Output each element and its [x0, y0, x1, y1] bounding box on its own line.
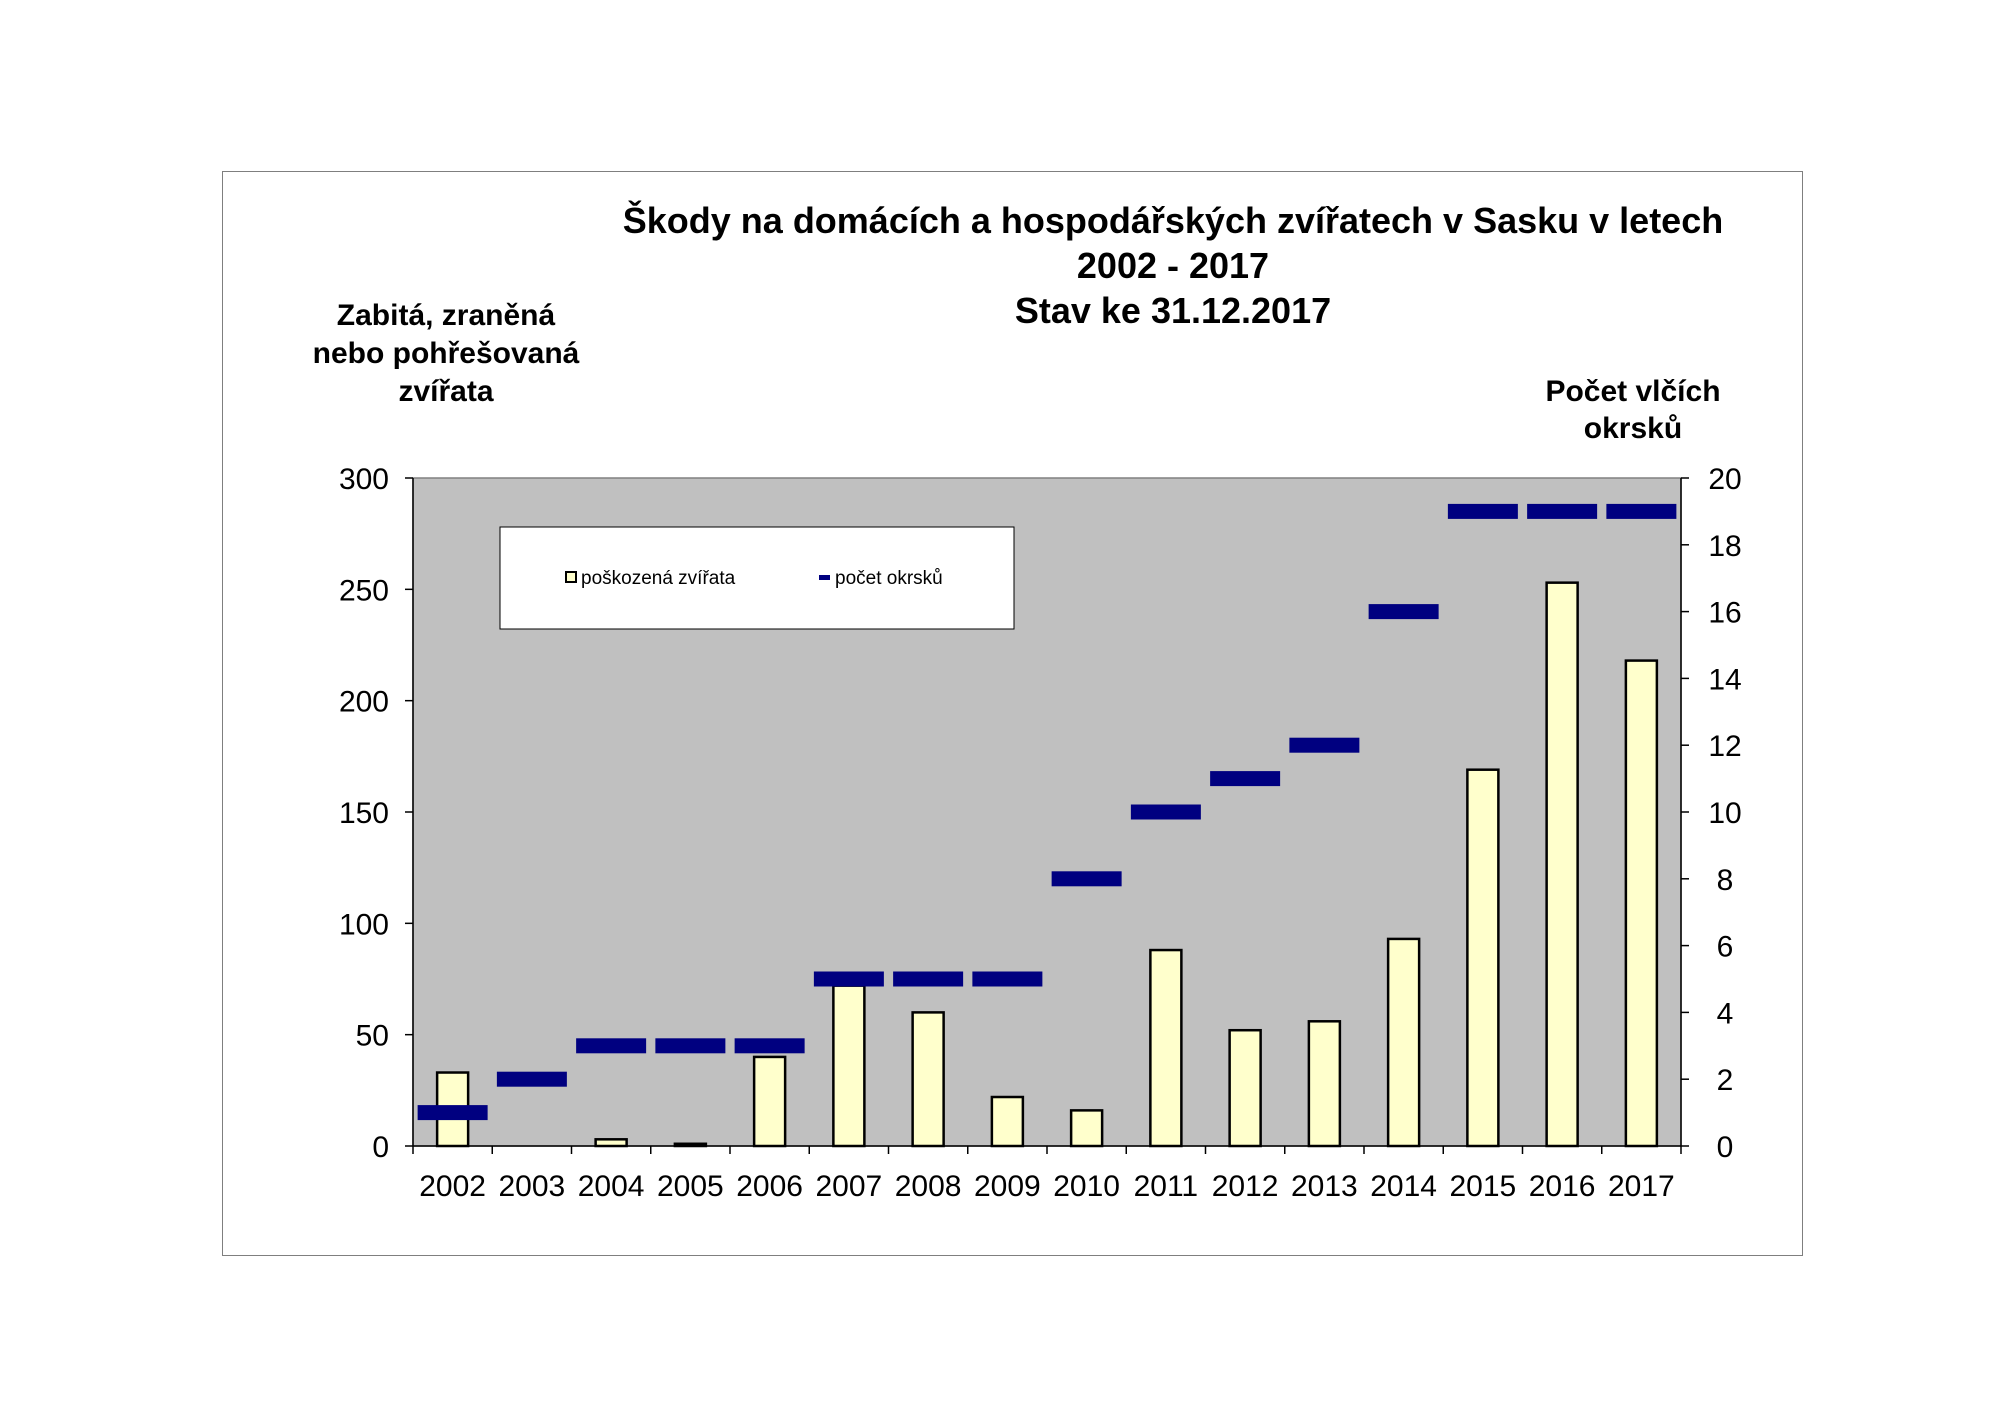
y-right-tick-label: 12	[1708, 730, 1742, 764]
y-left-tick-label: 50	[355, 1019, 389, 1053]
marker-2007	[814, 972, 884, 987]
y-axis-left-title-line: Zabitá, zraněná	[336, 299, 556, 332]
legend	[500, 527, 1014, 629]
chart-title	[623, 199, 1723, 331]
y-left-tick-label: 100	[338, 908, 389, 942]
y-right-tick-label: 4	[1716, 997, 1734, 1031]
y-right-tick-label: 0	[1716, 1131, 1734, 1164]
x-tick-label: 2007	[815, 1170, 883, 1203]
y-right-tick-label: 8	[1716, 863, 1734, 897]
marker-2004	[576, 1038, 646, 1053]
y-right-tick-label: 16	[1708, 596, 1742, 630]
bar-2010	[1071, 1110, 1102, 1146]
y-left-tick-label: 0	[372, 1131, 389, 1164]
bar-2013	[1309, 1021, 1340, 1146]
x-tick-label: 2016	[1528, 1170, 1596, 1203]
x-tick-label: 2010	[1053, 1170, 1120, 1203]
marker-2012	[1210, 771, 1280, 786]
bar-2014	[1388, 939, 1419, 1146]
bar-2016	[1547, 583, 1578, 1146]
marker-2015	[1448, 504, 1518, 519]
x-tick-label: 2014	[1370, 1170, 1437, 1203]
x-tick-label: 2006	[736, 1170, 803, 1203]
y-axis-left-title-line: nebo pohřešovaná	[312, 337, 580, 370]
y-axis-right-title	[1545, 375, 1720, 445]
marker-2002	[418, 1105, 488, 1120]
marker-2016	[1527, 504, 1597, 519]
marker-2010	[1052, 871, 1122, 886]
y-left-tick-label: 200	[338, 685, 389, 719]
marker-2011	[1131, 805, 1201, 820]
x-tick-label: 2003	[498, 1170, 566, 1203]
y-axis-right-title-line: Počet vlčích	[1545, 375, 1721, 408]
x-tick-label: 2009	[974, 1170, 1041, 1203]
x-tick-label: 2005	[657, 1170, 724, 1203]
chart-title-line: Stav ke 31.12.2017	[1014, 290, 1332, 331]
y-left-tick-label: 250	[338, 574, 389, 608]
chart-svg	[223, 172, 1804, 1257]
x-tick-label: 2013	[1291, 1170, 1358, 1203]
bar-2007	[833, 986, 864, 1146]
bar-2011	[1150, 950, 1181, 1146]
y-right-tick-label: 6	[1716, 930, 1734, 964]
y-left-tick-label: 150	[338, 797, 389, 830]
y-axis-left-title-line: zvířata	[398, 375, 494, 408]
x-tick-label: 2017	[1608, 1170, 1675, 1203]
bar-2006	[754, 1057, 785, 1146]
legend-label-bars: poškozená zvířata	[581, 568, 736, 589]
bar-2015	[1467, 770, 1498, 1146]
bar-2009	[992, 1097, 1023, 1146]
y-right-tick-label: 20	[1708, 463, 1742, 496]
y-right-tick-label: 10	[1708, 797, 1742, 830]
marker-2017	[1606, 504, 1676, 519]
x-tick-label: 2004	[577, 1170, 645, 1203]
marker-2008	[893, 972, 963, 987]
chart-frame	[222, 171, 1803, 1256]
legend-swatch-bars	[566, 572, 576, 582]
legend-swatch-markers	[819, 575, 830, 580]
marker-2003	[497, 1072, 567, 1087]
x-tick-label: 2011	[1133, 1170, 1199, 1203]
chart-title-line: Škody na domácích a hospodářských zvířatech v Sasku v letech	[622, 200, 1724, 241]
marker-2005	[655, 1038, 725, 1053]
y-right-tick-label: 18	[1708, 529, 1742, 563]
chart-title-line: 2002 - 2017	[1076, 245, 1270, 286]
y-axis-right-title-line: okrsků	[1583, 412, 1683, 445]
legend-label-markers: počet okrsků	[835, 568, 943, 589]
y-right-tick-label: 2	[1716, 1064, 1734, 1098]
x-tick-label: 2015	[1449, 1170, 1517, 1203]
y-right-tick-label: 14	[1708, 663, 1742, 697]
marker-2009	[972, 972, 1042, 987]
x-tick-label: 2012	[1211, 1170, 1279, 1203]
x-tick-label: 2002	[419, 1170, 486, 1203]
y-axis-left-title	[313, 299, 580, 408]
marker-2013	[1289, 738, 1359, 753]
marker-2006	[735, 1038, 805, 1053]
marker-2014	[1369, 604, 1439, 619]
bar-2008	[913, 1012, 944, 1146]
bar-2017	[1626, 661, 1657, 1146]
x-tick-label: 2008	[894, 1170, 962, 1203]
y-left-tick-label: 300	[338, 463, 389, 496]
bar-2012	[1230, 1030, 1261, 1146]
bar-2004	[596, 1139, 627, 1146]
